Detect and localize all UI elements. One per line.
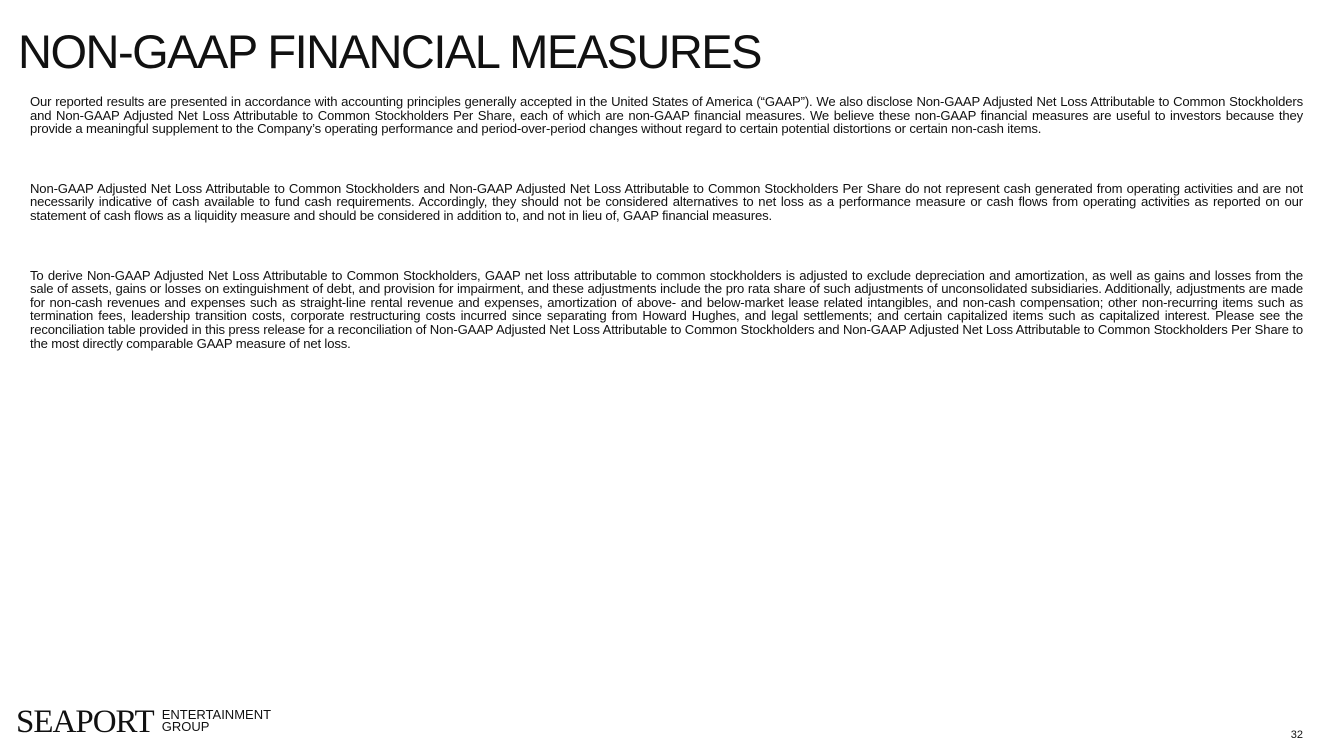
body-text bbox=[30, 95, 1303, 350]
page-title: NON-GAAP FINANCIAL MEASURES bbox=[18, 25, 761, 78]
logo-subtitle-line2: GROUP bbox=[161, 719, 210, 734]
logo-wordmark: SEAPORT bbox=[16, 704, 154, 740]
logo-subtitle bbox=[162, 709, 271, 733]
paragraph-derivation: To derive Non-GAAP Adjusted Net Loss Attributable to Common Stockholders, GAAP net loss attributable to common stockholders is adjusted to exclude depreciation and amortization, as well as gains and losses from the sale of assets, gains or losses on extinguishment of debt, and provision for impairment, and these adjustments include the pro rata share of such adjustments of unconsolidated subsidiaries. Additionally, adjustments are made for non-cash revenues and expenses such as straight-line rental revenue and expenses, amortization of above- and below-market lease related intangibles, and non-cash compensation; other non-recurring items such as termination fees, leadership transition costs, corporate restructuring costs incurred since separating from Howard Hughes, and legal settlements; and certain capitalized items such as capitalized interest. Please see the reconciliation table provided in this press release for a reconciliation of Non-GAAP Adjusted Net Loss Attributable to Common Stockholders and Non-GAAP Adjusted Net Loss Attributable to Common Stockholders Per Share to the most directly comparable GAAP measure of net loss. bbox=[30, 267, 1303, 351]
logo-subtitle-line1: ENTERTAINMENT bbox=[161, 707, 272, 722]
company-logo bbox=[16, 706, 271, 738]
page-number: 32 bbox=[1290, 729, 1303, 741]
paragraph-not-cash-indicator: Non-GAAP Adjusted Net Loss Attributable to Common Stockholders and Non-GAAP Adjusted Net Loss Attributable to Common Stockholders Per Share do not represent cash generated from operating activities and are not necessarily indicative of cash available to fund cash requirements. Accordingly, they should not be considered alternatives to net loss as a performance measure or cash flows from operating activities as reported on our statement of cash flows as a liquidity measure and should be considered in addition to, and not in lieu of, GAAP financial measures. bbox=[30, 180, 1303, 223]
paragraph-gaap-disclosure: Our reported results are presented in accordance with accounting principles generally accepted in the United States of America (“GAAP”). We also disclose Non-GAAP Adjusted Net Loss Attributable to Common Stockholders and Non-GAAP Adjusted Net Loss Attributable to Common Stockholders Per Share, each of which are non-GAAP financial measures. We believe these non-GAAP financial measures are useful to investors because they provide a meaningful supplement to the Company’s operating performance and period-over-period changes without regard to certain potential distortions or certain non-cash items. bbox=[30, 94, 1303, 137]
